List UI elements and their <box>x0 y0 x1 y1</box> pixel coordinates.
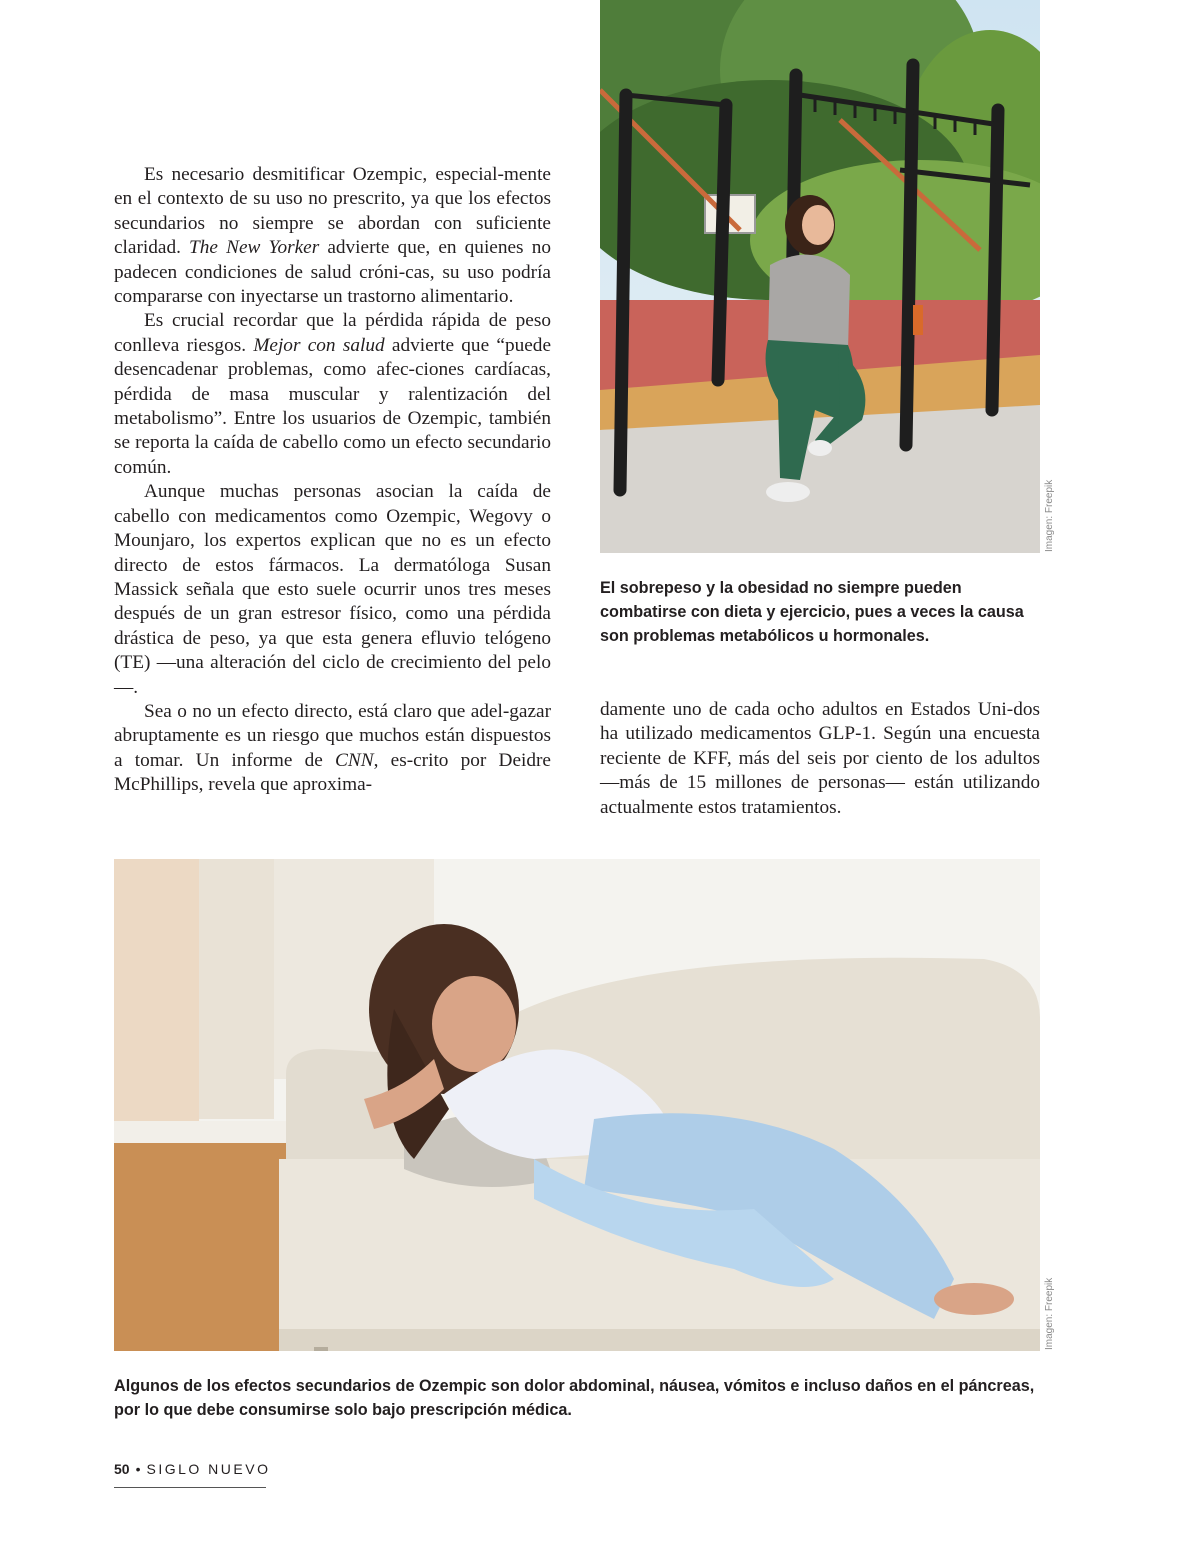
right-text-column <box>600 698 1040 820</box>
paragraph-4-text-2: , es-crito por Deidre McPhillips, revela que aproxima- <box>114 749 551 796</box>
paragraph-2-text: Es crucial recordar que la pérdida rápida de peso conlleva riesgos. <box>114 310 551 356</box>
paragraph-3 <box>114 480 551 700</box>
publication-name: Mejor con salud <box>253 334 385 356</box>
sofa-scene-illustration <box>114 859 1040 1351</box>
caption-top: El sobrepeso y la obesidad no siempre pueden combatirse con dieta y ejercicio, pues a veces la causa son problemas metabólicos u hormonales. <box>600 579 1024 645</box>
paragraph-1-text: Es necesario desmitificar Ozempic, especial-mente en el contexto de su uso no prescrito, ya que los efectos secundarios no siempre se abordan con suficiente claridad. <box>114 164 551 259</box>
photo-credit-top: Imagen: Freepik <box>1044 479 1055 552</box>
page-footer <box>114 1461 270 1477</box>
paragraph-3-text: Aunque muchas personas asocian la caída de cabello con medicamentos como Ozempic, Wegovy o Mounjaro, los expertos explican que no es un efecto directo de estos fármacos. La dermatóloga Susan Massick señala que esto suele ocurrir unos tres meses después de un gran estresor físico, como una pérdida drástica de peso, ya que esta genera efluvio telógeno (TE) —una alteración del ciclo de crecimiento del pelo—. <box>114 481 551 698</box>
paragraph-1-text-2: advierte que, en quienes no padecen condiciones de salud cróni-cas, su uso podría compararse con inyectarse un trastorno alimentario. <box>114 237 551 308</box>
page-number: 50 <box>114 1461 130 1477</box>
paragraph-2 <box>114 309 551 480</box>
publication-name: The New Yorker <box>189 237 320 259</box>
footer-separator: • <box>135 1461 141 1477</box>
photo-jogging-woman <box>600 0 1040 553</box>
paragraph-4-text: Sea o no un efecto directo, está claro que adel-gazar abruptamente es un riesgo que muchos están dispuestos a tomar. Un informe de <box>114 700 551 771</box>
photo-credit-bottom: Imagen: Freepik <box>1044 1277 1055 1350</box>
paragraph-1 <box>114 163 551 309</box>
magazine-name: SIGLO NUEVO <box>146 1461 271 1477</box>
photo-woman-abdominal-pain <box>114 859 1040 1351</box>
paragraph-continuation: damente uno de cada ocho adultos en Estados Uni-dos ha utilizado medicamentos GLP-1. Según una encuesta reciente de KFF, más del seis por ciento de los adultos —más de 15 millones de personas— están utilizando actualmente estos tratamientos. <box>600 699 1040 818</box>
caption-bottom: Algunos de los efectos secundarios de Ozempic son dolor abdominal, náusea, vómitos e incluso daños en el páncreas, por lo que debe consumirse solo bajo prescripción médica. <box>114 1377 1035 1419</box>
left-text-column <box>114 163 551 798</box>
jogging-scene-illustration <box>600 0 1040 553</box>
publication-name: CNN <box>335 749 374 771</box>
paragraph-2-text-2: advierte que “puede desencadenar problemas, como afec-ciones cardíacas, pérdida de masa muscular y ralentización del metabolismo”. Entre los usuarios de Ozempic, también se reporta la caída de cabello como un efecto secundario común. <box>114 334 552 478</box>
footer-rule <box>114 1487 266 1488</box>
paragraph-4 <box>114 700 551 798</box>
